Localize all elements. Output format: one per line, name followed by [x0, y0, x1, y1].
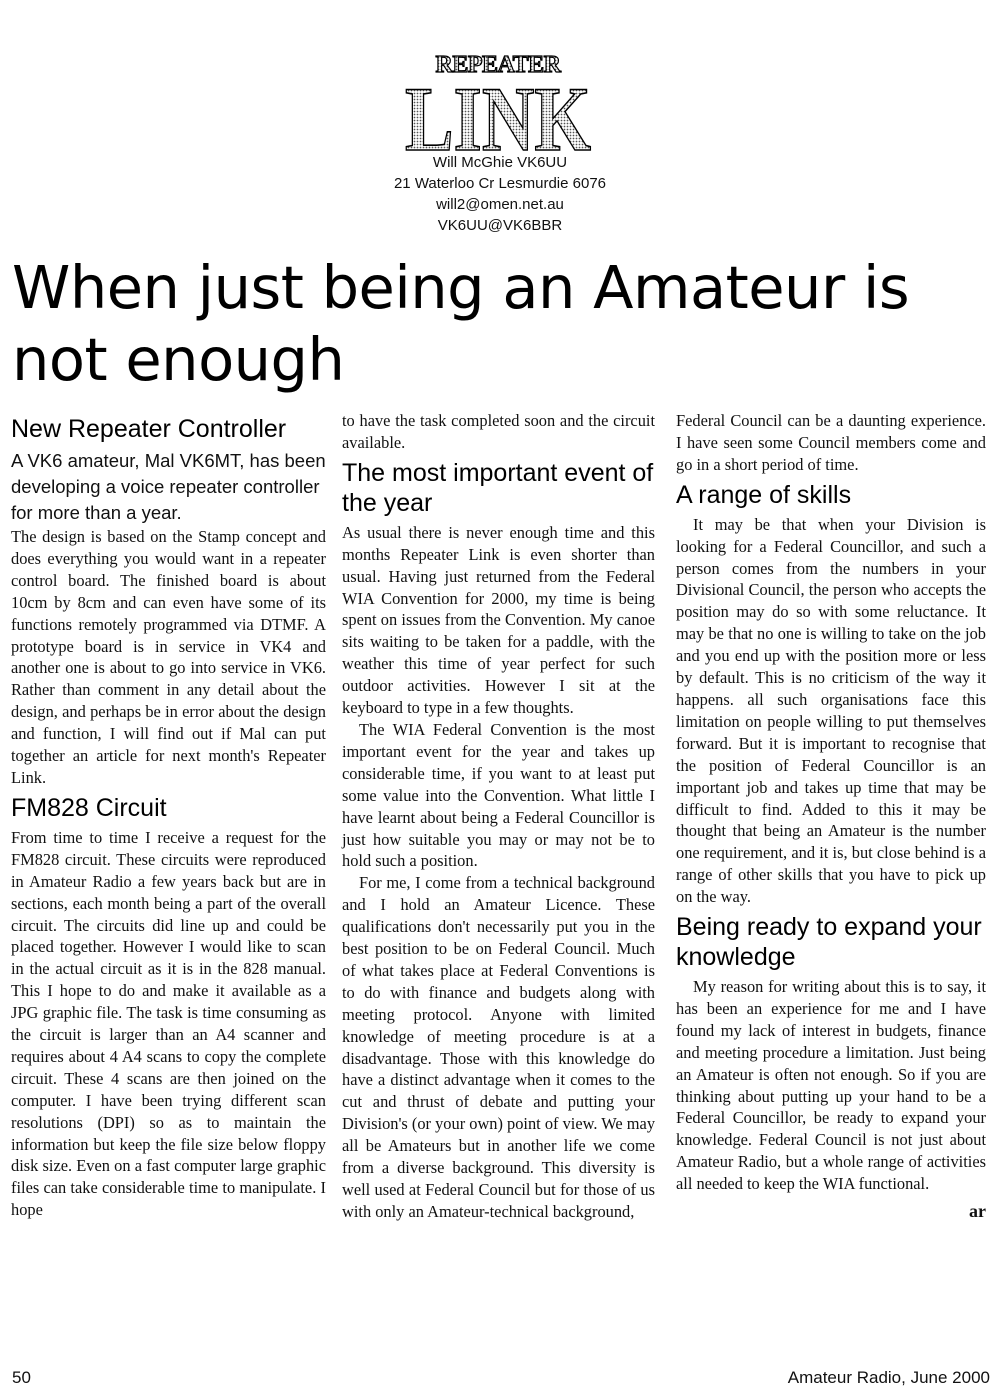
paragraph: The WIA Federal Convention is the most important event for the year and takes up considerable time, if you want to at least put some value into the Convention. What little I have learnt about being a Federal Councillor is just how suitable you may or may not be to hold such a position. [342, 719, 655, 871]
author-email: will2@omen.net.au [436, 196, 564, 213]
paragraph: Federal Council can be a daunting experience. I have seen some Council members come and go in a short period of time. [676, 411, 986, 474]
author-address: 21 Waterloo Cr Lesmurdie 6076 [393, 175, 607, 192]
article-column-2 [342, 410, 655, 1223]
logo-text-top: REPEATER [435, 52, 561, 78]
logo-text-bottom: LINK [405, 68, 591, 156]
paragraph: The design is based on the Stamp concept and does everything you would want in a repeater control board. The finished board is about 10cm by 8cm and can even have some of its functions remotely programmed via DTMF. A prototype board is in service in VK4 and another one is about to go into service in VK6. Rather than comment in any detail about the design, and perhaps be in error about the design and function, I will find out if Mal can put together an article for next month's Repeater Link. [11, 527, 326, 787]
section-heading-range-of-skills: A range of skills [676, 480, 852, 509]
paragraph: From time to time I receive a request for the FM828 circuit. These circuits were reproduced in Amateur Radio a few years back but are in sections, each month being a part of the overall circuit. The circuits did line up and could be placed together. However I would like to scan in the actual circuit as it is in the 828 manual. This I hope to do and make it available as a JPG graphic file. The task is time consuming as the circuit is larger than an A4 scanner and requires about 4 A4 scans to copy the complete circuit. These 4 scans are then joined on the computer. I have been trying different scan resolutions (DPI) so as to maintain the information but keep the file size below floppy disk size. Even on a fast computer large graphic files can take considerable time to manipulate. I hope [11, 827, 326, 1220]
paragraph: My reason for writing about this is to say, it has been an experience for me and I have found my lack of interest in budgets, finance and meeting procedure a limitation. Just being an Amateur is often not enough. So if you are thinking about putting up your hand to be a Federal Councillor, be ready to expand your knowledge. Federal Council is not just about Amateur Radio, but a whole range of activities all needed to keep the WIA functional. [676, 977, 986, 1194]
paragraph: to have the task completed soon and the circuit available. [342, 411, 655, 452]
lead-paragraph: A VK6 amateur, Mal VK6MT, has been developing a voice repeater controller for more than a year. [11, 450, 326, 523]
paragraph: For me, I come from a technical background and I hold an Amateur Licence. These qualifications don't necessarily put you in the best position to be on Federal Council. Much of what takes place at Federal Conventions is to do with finance and budgets along with meeting protocol. Anyone with limited knowledge of meeting procedure is at a disadvantage. Those with this knowledge do have a distinct advantage when it comes to the cut and thrust of debate and putting your Division's (or your own) point of view. We may all be Amateurs but in another life we come from a diverse background. This diversity is well used at Federal Council but for those of us with only an Amateur-technical background, [342, 873, 656, 1221]
publication-info: Amateur Radio, June 2000 [787, 1368, 990, 1387]
section-heading-most-important-event: The most important event of the year [342, 458, 654, 517]
repeater-link-logo [398, 50, 598, 156]
author-packet-address: VK6UU@VK6BBR [437, 217, 563, 234]
paragraph: It may be that when your Division is looking for a Federal Councillor, and such a person comes from the numbers in your Divisional Council, the person who accepts the position may do so with some reluctance. It may be that no one is willing to take on the job and you end up with the position more or less by default. This is no criticism of the way it happens. all such organisations face this limitation on people willing to put themselves forward. But it is important to recognise that the position of Federal Councillor is an important job and takes up time that may be difficult to find. Added to this it may be thought that being an Amateur is the number one requirement, and it is, but close behind is a range of other skills that you have to pick up on the way. [676, 514, 986, 907]
article-headline: When just being an Amateur is not enough [12, 253, 910, 394]
author-byline [360, 152, 640, 236]
article-column-3 [676, 410, 986, 1223]
section-heading-being-ready: Being ready to expand your knowledge [676, 913, 982, 972]
page-footer [12, 1368, 990, 1390]
author-name: Will McGhie VK6UU [432, 154, 568, 171]
end-mark: ar [969, 1201, 986, 1222]
section-heading-fm828-circuit: FM828 Circuit [11, 793, 167, 822]
article-column-1 [11, 410, 326, 1221]
section-heading-new-repeater-controller: New Repeater Controller [11, 415, 287, 443]
page-number: 50 [12, 1368, 31, 1387]
paragraph: As usual there is never enough time and this months Repeater Link is even shorter than usual. Having just returned from the Federal WIA Convention for 2000, my time is being spent on issues from the Convention. My canoe sits waiting to be taken for a paddle, with the weather this time of year perfect for such outdoor activities. However I sit at the keyboard to type in a few thoughts. [342, 522, 655, 718]
